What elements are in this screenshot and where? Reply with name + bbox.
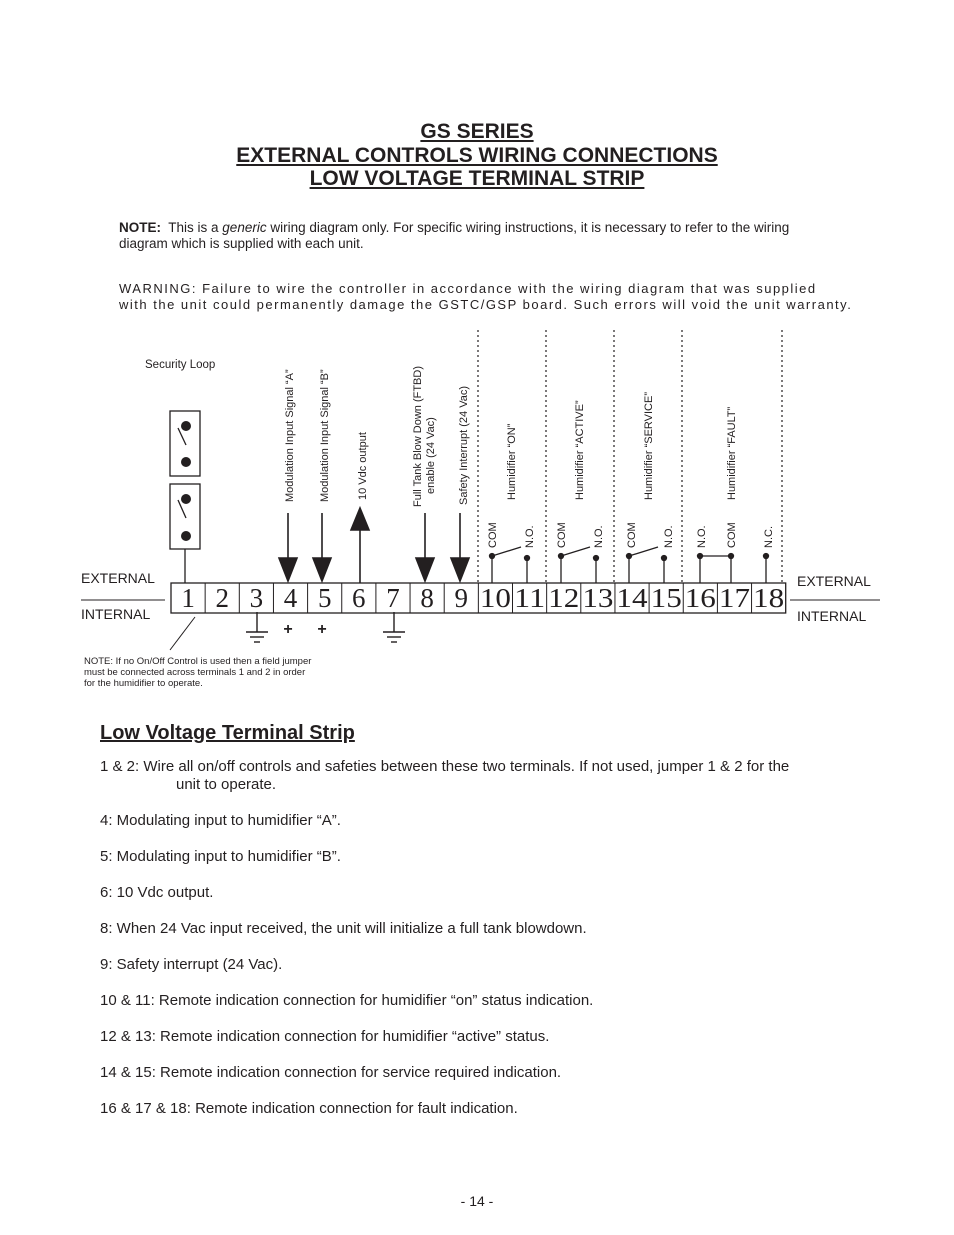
hum-service-label: Humidifier “SERVICE” (643, 392, 655, 500)
signal-arrows (279, 508, 469, 583)
com-label-10: COM (487, 522, 499, 548)
note-label: NOTE: (119, 220, 161, 235)
terminal-number-9[interactable]: 9 (454, 583, 469, 613)
terminal-number-17[interactable]: 17 (718, 583, 751, 613)
jumper-note-pointer (170, 617, 195, 650)
mod-b-arrow (313, 558, 331, 581)
desc-terminals-16-17-18: 16 & 17 & 18: Remote indication connection for fault indication. (100, 1100, 518, 1117)
relay-contacts (490, 547, 769, 583)
security-loop-label: Security Loop (145, 359, 216, 371)
terminal-number-18[interactable]: 18 (753, 583, 785, 613)
external-label-right: EXTERNAL (797, 573, 871, 589)
desc-terminal-4: 4: Modulating input to humidifier “A”. (100, 812, 341, 829)
vdc-label: 10 Vdc output (357, 432, 369, 500)
terminal-number-13[interactable]: 13 (582, 583, 614, 613)
external-label-left: EXTERNAL (81, 570, 155, 586)
no-label-15: N.O. (663, 525, 675, 548)
terminal-number-11[interactable]: 11 (514, 583, 546, 613)
terminal-number-5[interactable]: 5 (317, 583, 332, 613)
com-label-14: COM (626, 522, 638, 548)
terminal-number-1[interactable]: 1 (181, 583, 195, 613)
com-label-12: COM (556, 522, 568, 548)
desc-terminals-12-13: 12 & 13: Remote indication connection for humidifier “active” status. (100, 1028, 550, 1045)
terminal-number-12[interactable]: 12 (548, 583, 580, 613)
generic-note (119, 220, 839, 252)
internal-label-right: INTERNAL (797, 608, 867, 624)
terminal-number-7[interactable]: 7 (386, 583, 400, 613)
no-label-11: N.O. (524, 525, 536, 548)
nc-label-18: N.C. (763, 526, 775, 548)
no-label-16: N.O. (696, 525, 708, 548)
jumper-note-line-3: for the humidifier to operate. (84, 678, 203, 689)
note-post: wiring diagram only. For specific wiring instructions, it is necessary to refer to the wiring diagram which is supplied with each unit. (119, 220, 790, 251)
ftbd-arrow (416, 558, 434, 581)
safety-arrow (451, 558, 469, 581)
desc-terminals-1-2-line-2: unit to operate. (176, 776, 277, 793)
terminal-number-3[interactable]: 3 (249, 583, 264, 613)
title-line-1: GS SERIES (420, 120, 534, 143)
jumper-note-line-1: NOTE: If no On/Off Control is used then a field jumper (84, 656, 312, 667)
terminal-number-14[interactable]: 14 (616, 583, 649, 613)
page-number: - 14 - (460, 1193, 494, 1209)
desc-terminal-6: 6: 10 Vdc output. (100, 884, 214, 901)
ftbd-label-1: Full Tank Blow Down (FTBD) (412, 366, 424, 507)
terminal-strip (171, 583, 786, 613)
terminal-number-16[interactable]: 16 (684, 583, 716, 613)
safety-label: Safety Interrupt (24 Vac) (458, 385, 470, 505)
vdc-arrow (351, 508, 369, 530)
mod-a-arrow (279, 558, 297, 581)
terminal-number-2[interactable]: 2 (215, 583, 229, 613)
hum-fault-label: Humidifier “FAULT” (726, 406, 738, 500)
warning-line-2: with the unit could permanently damage the GSTC/GSP board. Such errors will void the unit warranty. (119, 297, 853, 312)
desc-terminals-10-11: 10 & 11: Remote indication connection for humidifier “on” status indication. (100, 992, 594, 1009)
hum-on-label: Humidifier “ON” (506, 423, 518, 500)
warning-text (119, 281, 919, 313)
section-heading: Low Voltage Terminal Strip (100, 722, 355, 744)
note-emphasis: generic (222, 220, 267, 235)
terminal-number-15[interactable]: 15 (650, 583, 682, 613)
terminal-number-6[interactable]: 6 (352, 583, 366, 613)
desc-terminals-1-2 (100, 758, 860, 794)
hum-active-label: Humidifier “ACTIVE” (574, 400, 586, 500)
note-pre: This is a (168, 220, 219, 235)
title-line-3: LOW VOLTAGE TERMINAL STRIP (309, 167, 645, 190)
plus-sign-4: + (283, 621, 293, 638)
desc-terminals-1-2-line-1: 1 & 2: Wire all on/off controls and safeties between these two terminals. If not used, jumper 1 & 2 for the (100, 758, 790, 775)
desc-terminal-5: 5: Modulating input to humidifier “B”. (100, 848, 341, 865)
jumper-note-line-2: must be connected across terminals 1 and 2 in order (84, 667, 306, 678)
relay-contact-labels (487, 522, 775, 548)
plus-sign-5: + (317, 621, 327, 638)
mod-b-label: Modulation Input Signal “B” (319, 369, 331, 502)
desc-terminal-8: 8: When 24 Vac input received, the unit will initialize a full tank blowdown. (100, 920, 587, 937)
com-label-17: COM (726, 522, 738, 548)
title-line-2: EXTERNAL CONTROLS WIRING CONNECTIONS (236, 144, 718, 167)
warning-line-1: WARNING: Failure to wire the controller in accordance with the wiring diagram that was supplied (119, 281, 817, 296)
no-label-13: N.O. (593, 525, 605, 548)
desc-terminals-14-15: 14 & 15: Remote indication connection for service required indication. (100, 1064, 562, 1081)
mod-a-label: Modulation Input Signal “A” (284, 369, 296, 502)
terminal-number-8[interactable]: 8 (420, 583, 434, 613)
terminal-number-10[interactable]: 10 (479, 583, 511, 613)
desc-terminal-9: 9: Safety interrupt (24 Vac). (100, 956, 283, 973)
internal-label-left: INTERNAL (81, 606, 151, 622)
ftbd-label-2: enable (24 Vac) (425, 417, 437, 494)
ground-icon-7 (383, 612, 405, 642)
ground-icon-3 (246, 612, 268, 642)
terminal-number-4[interactable]: 4 (283, 583, 298, 613)
wiring-diagram (0, 330, 954, 700)
